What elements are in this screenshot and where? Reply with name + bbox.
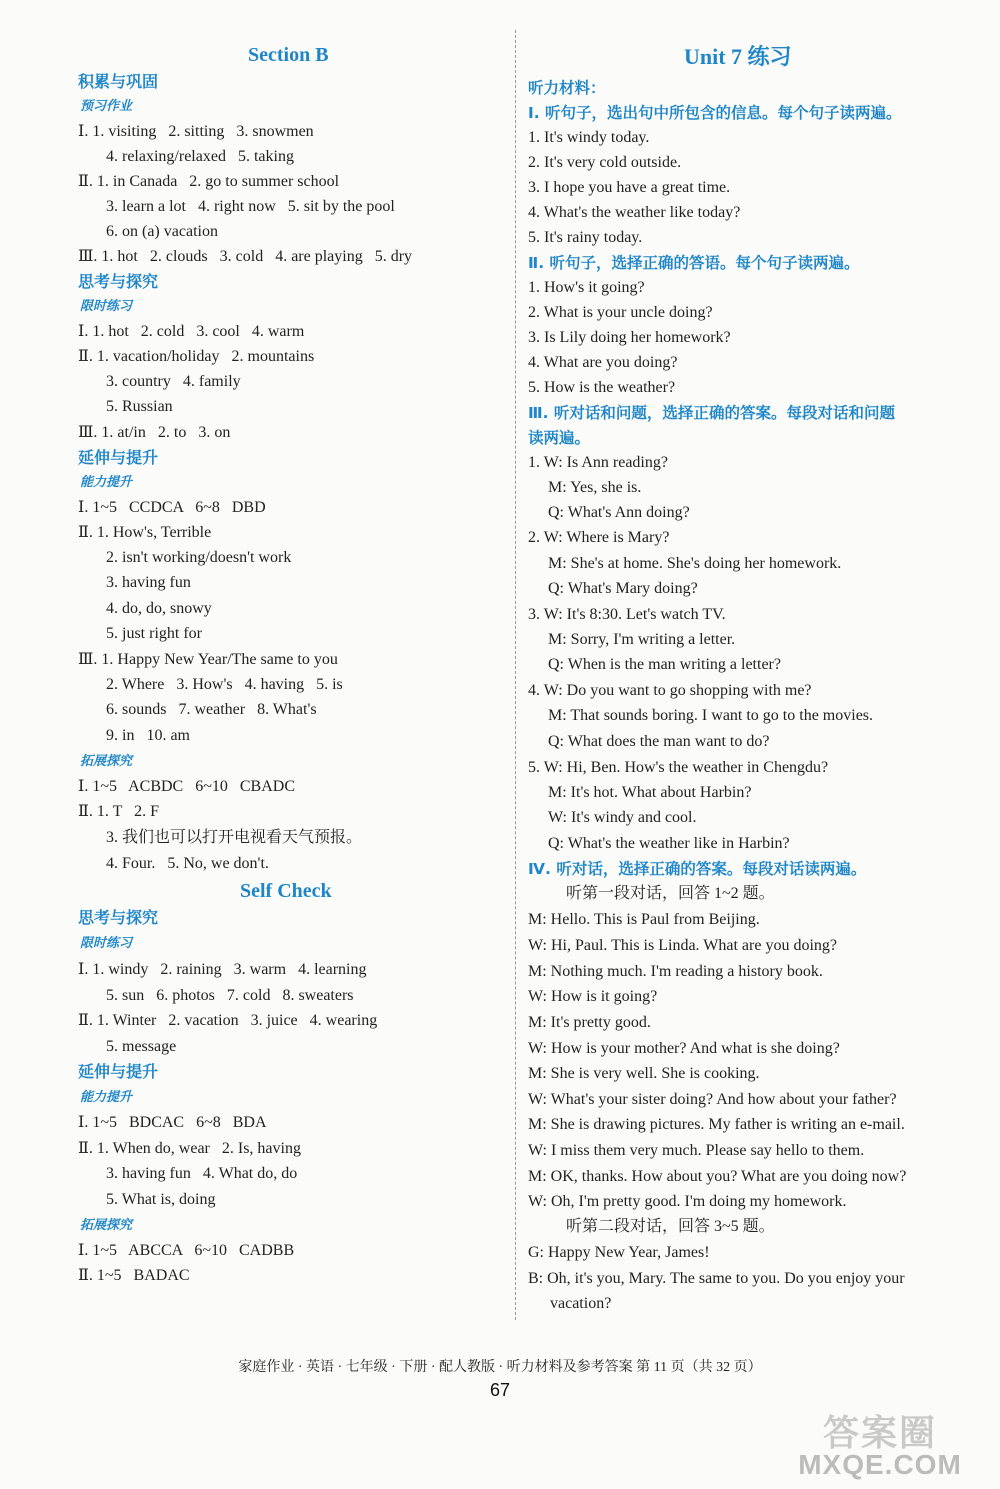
text-line: Ⅰ. 1. windy 2. raining 3. warm 4. learning — [78, 961, 367, 978]
text-line: 4. What are you doing? — [528, 354, 678, 371]
text-line: 4. W: Do you want to go shopping with me? — [528, 682, 812, 699]
text-line: M: She is very well. She is cooking. — [528, 1065, 760, 1082]
text-line: M: That sounds boring. I want to go to the movies. — [548, 707, 874, 724]
section-heading: 听力材料： — [528, 79, 606, 97]
text-line: 3. Is Lily doing her homework? — [528, 329, 731, 346]
section-title: Self Check — [240, 880, 332, 902]
text-line: W: How is it going? — [528, 988, 658, 1005]
section-heading: 拓展探究 — [80, 754, 133, 769]
section-heading: 思考与探究 — [78, 908, 159, 927]
text-line: vacation? — [550, 1295, 612, 1312]
text-line: W: How is your mother? And what is she doing? — [528, 1040, 840, 1057]
text-line: 1. How's it going? — [528, 279, 645, 296]
section-heading: Ⅲ. 听对话和问题，选择正确的答案。每段对话和问题 — [528, 404, 895, 422]
text-line: 2. W: Where is Mary? — [528, 529, 670, 546]
text-line: 5. Russian — [106, 398, 173, 415]
text-line: 4. relaxing/relaxed 5. taking — [106, 148, 294, 165]
text-line: 5. sun 6. photos 7. cold 8. sweaters — [106, 987, 354, 1004]
page-number: 67 — [489, 1380, 511, 1400]
text-line: Ⅱ. 1. When do, wear 2. Is, having — [78, 1140, 301, 1157]
text-line: M: Nothing much. I'm reading a history book. — [528, 963, 823, 980]
text-line: 3. I hope you have a great time. — [528, 179, 731, 196]
text-line: Ⅲ. 1. Happy New Year/The same to you — [78, 651, 338, 668]
text-line: M: OK, thanks. How about you? What are you doing now? — [528, 1168, 907, 1185]
text-line: 3. learn a lot 4. right now 5. sit by the pool — [106, 198, 395, 215]
text-line: W: Hi, Paul. This is Linda. What are you doing? — [528, 937, 837, 954]
text-line: Ⅱ. 1~5 BADAC — [78, 1267, 190, 1284]
text-line: 5. message — [106, 1038, 177, 1055]
section-heading: 延伸与提升 — [78, 448, 159, 467]
text-line: Q: What does the man want to do? — [548, 733, 770, 750]
section-heading: 读两遍。 — [528, 429, 591, 447]
text-line: Ⅰ. 1. visiting 2. sitting 3. snowmen — [78, 123, 314, 140]
text-line: W: Oh, I'm pretty good. I'm doing my homework. — [528, 1193, 847, 1210]
text-line: 5. What is, doing — [106, 1191, 216, 1208]
text-line: 4. do, do, snowy — [106, 600, 212, 617]
text-line: M: It's hot. What about Harbin? — [548, 784, 752, 801]
text-line: Ⅱ. 1. vacation/holiday 2. mountains — [78, 348, 315, 365]
section-heading: 积累与巩固 — [78, 72, 159, 91]
text-line: Ⅰ. 1. hot 2. cold 3. cool 4. warm — [78, 323, 305, 340]
text-line: Ⅱ. 1. in Canada 2. go to summer school — [78, 173, 340, 190]
text-line: Ⅲ. 1. hot 2. clouds 3. cold 4. are playing 5. dry — [78, 248, 413, 265]
section-heading: Ⅱ. 听句子，选择正确的答语。每个句子读两遍。 — [528, 254, 860, 272]
text-line: 2. Where 3. How's 4. having 5. is — [106, 676, 343, 693]
text-line: Q: What's Ann doing? — [548, 504, 690, 521]
section-title: Unit 7 练习 — [684, 44, 792, 69]
column-divider — [515, 30, 516, 1320]
text-line: 3. 我们也可以打开电视看天气预报。 — [106, 829, 363, 846]
text-line: 2. It's very cold outside. — [528, 154, 682, 171]
text-line: Ⅰ. 1~5 ABCCA 6~10 CADBB — [78, 1242, 295, 1259]
text-line: B: Oh, it's you, Mary. The same to you. Do you enjoy your — [528, 1270, 905, 1287]
text-line: M: Yes, she is. — [548, 479, 642, 496]
watermark-url: MXQE.COM — [798, 1449, 962, 1480]
text-line: Ⅰ. 1~5 BDCAC 6~8 BDA — [78, 1114, 267, 1131]
text-line: M: She is drawing pictures. My father is writing an e-mail. — [528, 1116, 905, 1133]
text-line: W: What's your sister doing? And how about your father? — [528, 1091, 897, 1108]
text-line: 3. country 4. family — [106, 373, 241, 390]
text-line: 1. It's windy today. — [528, 129, 650, 146]
text-line: M: Hello. This is Paul from Beijing. — [528, 911, 760, 928]
text-line: W: I miss them very much. Please say hello to them. — [528, 1142, 865, 1159]
text-line: 听第二段对话，回答 3~5 题。 — [566, 1218, 775, 1235]
text-line: W: It's windy and cool. — [548, 809, 697, 826]
text-line: M: Sorry, I'm writing a letter. — [548, 631, 736, 648]
text-line: 1. W: Is Ann reading? — [528, 454, 668, 471]
section-heading: Ⅳ. 听对话，选择正确的答案。每段对话读两遍。 — [528, 860, 867, 878]
text-line: Ⅱ. 1. How's, Terrible — [78, 524, 212, 541]
section-heading: 拓展探究 — [80, 1218, 133, 1233]
text-line: 3. W: It's 8:30. Let's watch TV. — [528, 606, 726, 623]
text-line: 6. on (a) vacation — [106, 223, 218, 240]
text-line: 5. just right for — [106, 625, 202, 642]
text-line: Q: What's Mary doing? — [548, 580, 698, 597]
section-heading: 限时练习 — [80, 936, 133, 951]
text-line: 5. W: Hi, Ben. How's the weather in Chengdu? — [528, 759, 829, 776]
text-line: Ⅰ. 1~5 ACBDC 6~10 CBADC — [78, 778, 295, 795]
section-heading: 能力提升 — [80, 475, 133, 490]
text-line: M: She's at home. She's doing her homework. — [548, 555, 842, 572]
text-line: 5. It's rainy today. — [528, 229, 643, 246]
text-line: 2. What is your uncle doing? — [528, 304, 713, 321]
text-line: 9. in 10. am — [106, 727, 190, 744]
text-line: 6. sounds 7. weather 8. What's — [106, 701, 317, 718]
section-heading: 预习作业 — [80, 99, 133, 114]
section-title: Section B — [248, 44, 329, 66]
section-heading: Ⅰ. 听句子，选出句中所包含的信息。每个句子读两遍。 — [528, 104, 902, 122]
text-line: Ⅰ. 1~5 CCDCA 6~8 DBD — [78, 499, 266, 516]
text-line: M: It's pretty good. — [528, 1014, 651, 1031]
section-heading: 能力提升 — [80, 1090, 133, 1105]
text-line: 听第一段对话，回答 1~2 题。 — [566, 885, 775, 902]
text-line: Q: What's the weather like in Harbin? — [548, 835, 790, 852]
text-line: 5. How is the weather? — [528, 379, 676, 396]
text-line: Ⅲ. 1. at/in 2. to 3. on — [78, 424, 231, 441]
text-line: Ⅱ. 1. T 2. F — [78, 803, 159, 820]
text-line: Q: When is the man writing a letter? — [548, 656, 781, 673]
watermark-cn: 答案圈 — [822, 1413, 937, 1454]
page-footer: 家庭作业 · 英语 · 七年级 · 下册 · 配人教版 · 听力材料及参考答案 第 11 页（共 32 页） — [238, 1360, 762, 1375]
section-heading: 限时练习 — [80, 299, 133, 314]
section-heading: 思考与探究 — [78, 272, 159, 291]
text-line: 4. What's the weather like today? — [528, 204, 741, 221]
text-line: 3. having fun 4. What do, do — [106, 1165, 298, 1182]
text-line: 4. Four. 5. No, we don't. — [106, 855, 269, 872]
text-line: Ⅱ. 1. Winter 2. vacation 3. juice 4. wearing — [78, 1012, 378, 1029]
text-line: 3. having fun — [106, 574, 191, 591]
text-line: G: Happy New Year, James! — [528, 1244, 710, 1261]
watermark-logo — [770, 1405, 990, 1483]
text-line: 2. isn't working/doesn't work — [106, 549, 292, 566]
section-heading: 延伸与提升 — [78, 1062, 159, 1081]
